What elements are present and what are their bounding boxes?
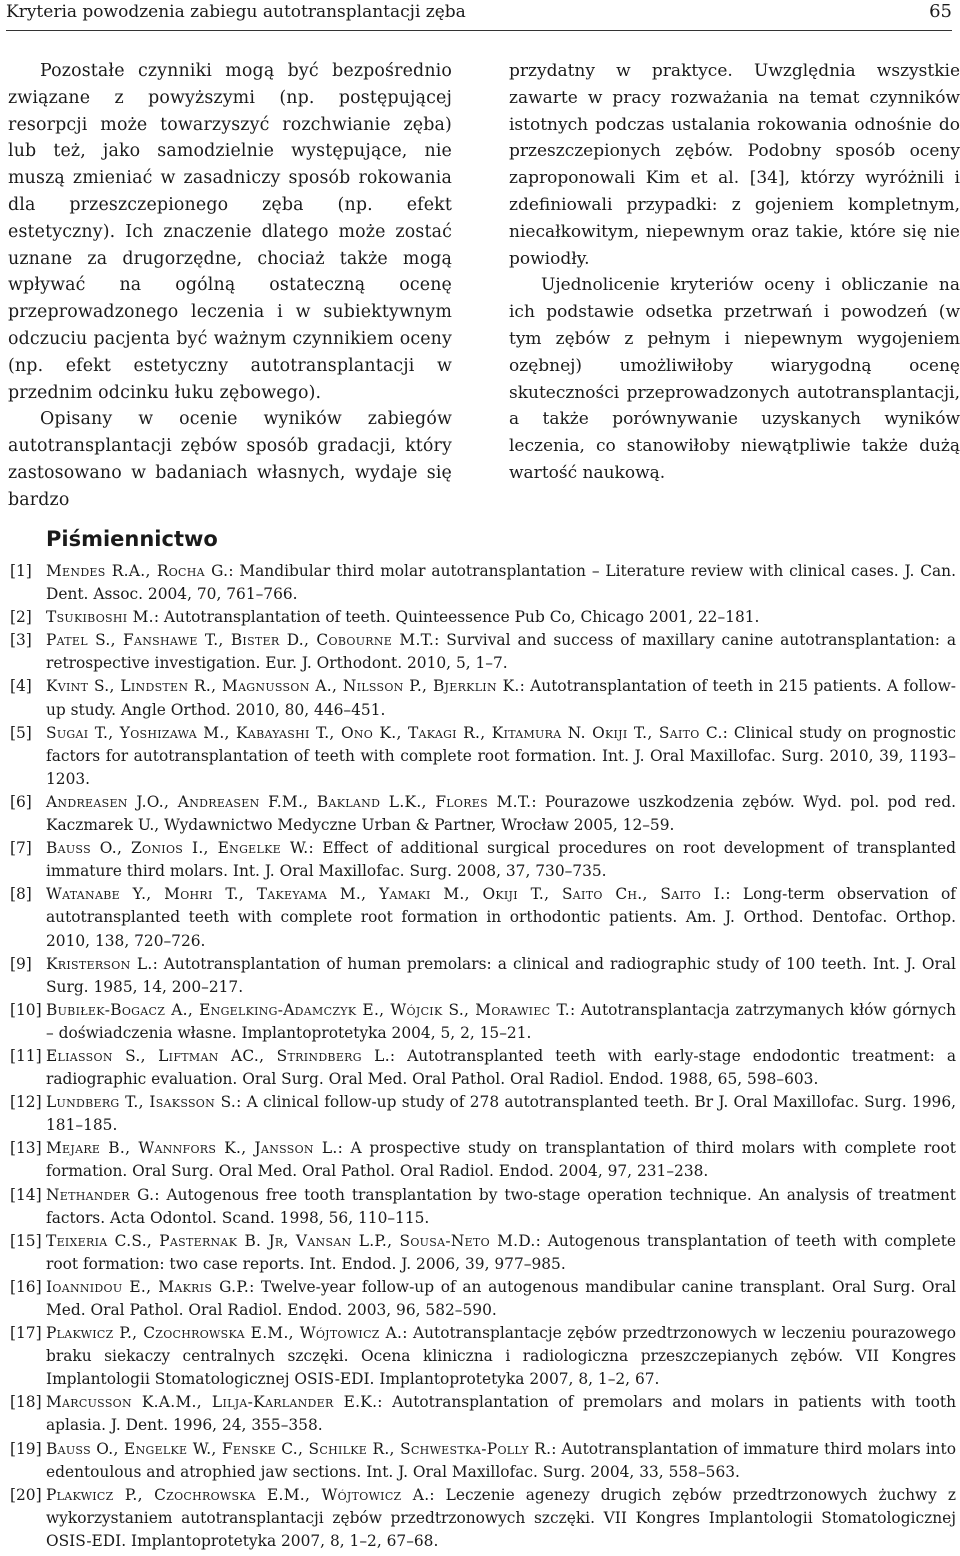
reference-number: [1] <box>10 562 32 580</box>
reference-text: : Survival and success of maxillary canine autotransplantation: a retrospective investigation. Eur. J. Orthodont. 2010, 5, 1–7. <box>46 631 956 673</box>
reference-text: : Clinical study on prognostic factors for autotransplantation of teeth with complete root formation. Int. J. Oral Maxillofac. Surg. 2010, 39, 1193–1203. <box>46 723 956 788</box>
reference-item <box>10 675 956 721</box>
reference-authors: Teixeria C.S., Pasternak B. Jr, Vansan L.P., Sousa-Neto M.D. <box>46 1231 536 1250</box>
reference-text: : Autotransplantation of human premolars: a clinical and radiographic study of 100 teeth. Int. J. Oral Surg. 1985, 14, 200–217. <box>46 954 956 996</box>
reference-text: : Autogenous free tooth transplantation by two-stage operation technique. An analysis of treatment factors. Acta Odontol. Scand. 1998, 56, 110–115. <box>46 1185 956 1227</box>
reference-item <box>10 560 956 606</box>
page-number: 65 <box>929 1 952 22</box>
reference-number: [14] <box>10 1185 42 1204</box>
reference-text: : Autotransplanted teeth with early-stage endodontic treatment: a radiographic evaluation. Oral Surg. Oral Med. Oral Pathol. Oral Radiol. Endod. 1988, 65, 598–603. <box>46 1046 956 1089</box>
reference-item <box>10 606 956 629</box>
right-column <box>509 58 960 487</box>
paragraph: Ujednolicenie kryteriów oceny i obliczanie na ich podstawie odsetka przetrwań i powodzeń (w tym zębów z pełnym i niepewnym wygojeniem ozębnej) umożliwiłoby wiarygodną ocenę skuteczności przeprowadzonych autotransplantacji, a także porównywanie uzyskanych wyników leczenia, co stanowiłoby niewątpliwie także dużą wartość naukową. <box>509 275 960 483</box>
reference-item <box>10 722 956 791</box>
running-header <box>6 0 952 31</box>
reference-number: [8] <box>10 885 32 904</box>
reference-authors: Watanabe Y., Mohri T., Takeyama M., Yamaki M., Okiji T., Saito Ch., Saito I. <box>46 885 726 904</box>
reference-number: [19] <box>10 1439 42 1458</box>
reference-item <box>10 1322 956 1391</box>
reference-item <box>10 1484 956 1553</box>
reference-number: [2] <box>10 608 32 627</box>
reference-text: : Long-term observation of autotransplanted teeth with complete root formation in orthodontic patients. Am. J. Orthod. Dentofac. Orthop. 2010, 138, 720–726. <box>46 885 956 950</box>
reference-text: : Autotransplantation of teeth. Quinteessence Pub Co, Chicago 2001, 22–181. <box>153 608 760 627</box>
reference-number: [4] <box>10 677 32 696</box>
paragraph-continuation: przydatny w praktyce. Uwzględnia wszystkie zawarte w pracy rozważania na temat czynników istotnych podczas ustalania rokowania odnośnie do przeszczepionych zębów. Podobny sposób oceny zaproponowali Kim et al. [34], którzy wyróżnili i zdefiniowali przypadki: z gojeniem kompletnym, niecałkowitym, niepewnym oraz takie, które się nie powiodły. <box>509 61 960 269</box>
reference-item <box>10 883 956 952</box>
reference-authors: Bauss O., Zonios I., Engelke W. <box>46 839 309 858</box>
reference-number: [16] <box>10 1277 42 1296</box>
paragraph: Pozostałe czynniki mogą być bezpośrednio związane z powyższymi (np. postępującej resorpcji może towarzyszyć rozchwianie zęba) lub też, jako samodzielnie występujące, nie muszą zmieniać w zasadniczy sposób rokowania dla przeszczepionego zęba (np. efekt estetyczny). Ich znaczenie dlatego może zostać uznane za drugorzędne, chociaż także mogą wpływać na ogólną ostateczną ocenę przeprowadzonego leczenia i w subiektywnym odczuciu pacjenta być ważnym czynnikiem oceny (np. efekt estetyczny autotransplantacji w przednim odcinku łuku zębowego). <box>8 61 452 403</box>
reference-number: [6] <box>10 792 32 811</box>
reference-authors: Lundberg T., Isaksson S. <box>46 1093 237 1112</box>
reference-authors: Ioannidou E., Makris G.P. <box>46 1277 250 1296</box>
reference-number: [5] <box>10 723 32 742</box>
reference-text: : Autogenous transplantation of teeth with complete root formation: two case reports. Int. Endod. J. 2006, 39, 977–985. <box>46 1231 956 1273</box>
reference-authors: Eliasson S., Liftman AC., Strindberg L. <box>46 1046 390 1065</box>
reference-item <box>10 1230 956 1276</box>
reference-item <box>10 999 956 1045</box>
reference-authors: Plakwicz P., Czochrowska E.M., Wójtowicz A. <box>46 1485 430 1504</box>
reference-number: [9] <box>10 954 32 973</box>
reference-authors: Kristerson L. <box>46 954 153 973</box>
reference-text: : Autotransplantation of premolars and molars in patients with tooth aplasia. J. Dent. 1996, 24, 355–358. <box>46 1393 956 1435</box>
reference-text: : A clinical follow-up study of 278 autotransplanted teeth. Br J. Oral Maxillofac. Surg. 1996, 181–185. <box>46 1093 957 1135</box>
reference-number: [12] <box>10 1093 42 1112</box>
left-column <box>8 58 452 514</box>
reference-number: [18] <box>10 1393 42 1412</box>
running-title: Kryteria powodzenia zabiegu autotransplantacji zęba <box>6 2 466 22</box>
reference-item <box>10 791 956 837</box>
reference-number: [10] <box>10 1000 42 1019</box>
reference-authors: Nethander G. <box>46 1185 155 1204</box>
reference-number: [20] <box>10 1485 42 1504</box>
reference-text: : Twelve-year follow-up of an autogenous mandibular canine transplant. Oral Surg. Oral Med. Oral Pathol. Oral Radiol. Endod. 2003, 96, 582–590. <box>46 1277 956 1319</box>
reference-authors: Marcusson K.A.M., Lilja-Karlander E.K. <box>46 1393 378 1412</box>
reference-number: [3] <box>10 631 32 650</box>
reference-text: : A prospective study on transplantation of third molars with complete root formation. Oral Surg. Oral Med. Oral Pathol. Oral Radiol. Endod. 2004, 97, 231–238. <box>46 1139 956 1181</box>
reference-text: : Mandibular third molar autotransplantation – Literature review with clinical cases. J. Can. Dent. Assoc. 2004, 70, 761–766. <box>46 562 956 604</box>
reference-number: [11] <box>10 1046 42 1065</box>
reference-text: : Autotransplantacje zębów przedtrzonowych w leczeniu pourazowego braku siekaczy centralnych szczęki. Ocena kliniczna i radiologiczna przeszczepianych zębów. VII Kongres Implantologii Stomatologicznej OSIS-EDI. Implantoprotetyka 2007, 8, 1–2, 67. <box>46 1324 956 1389</box>
reference-text: : Pourazowe uszkodzenia zębów. Wyd. pol. pod red. Kaczmarek U., Wydawnictwo Medyczne Urban & Partner, Wrocław 2005, 12–59. <box>46 792 956 835</box>
reference-item <box>10 953 956 999</box>
reference-item <box>10 1091 956 1137</box>
reference-list <box>10 560 956 1553</box>
references-heading: Piśmiennictwo <box>46 527 218 551</box>
reference-text: : Autotransplantation of teeth in 215 patients. A follow-up study. Angle Orthod. 2010, 80, 446–451. <box>46 677 956 719</box>
reference-authors: Bauss O., Engelke W., Fenske C., Schilke R., Schwestka-Polly R. <box>46 1439 552 1458</box>
reference-text: : Effect of additional surgical procedures on root development of transplanted immature third molars. Int. J. Oral Maxillofac. Surg. 2008, 37, 730–735. <box>46 839 956 881</box>
reference-number: [15] <box>10 1231 42 1250</box>
reference-authors: Andreasen J.O., Andreasen F.M., Bakland L.K., Flores M.T. <box>46 792 532 811</box>
reference-authors: Patel S., Fanshawe T., Bister D., Cobourne M.T. <box>46 631 435 650</box>
paragraph: Opisany w ocenie wyników zabiegów autotransplantacji zębów sposób gradacji, który zastosowano w badaniach własnych, wydaje się bardzo <box>8 409 452 510</box>
reference-item <box>10 629 956 675</box>
reference-authors: Tsukiboshi M. <box>46 608 154 627</box>
reference-item <box>10 1438 956 1484</box>
reference-item <box>10 1045 956 1091</box>
reference-authors: Plakwicz P., Czochrowska E.M., Wójtowicz A. <box>46 1324 403 1343</box>
reference-authors: Sugai T., Yoshizawa M., Kabayashi T., Ono K., Takagi R., Kitamura N. Okiji T., Saito C. <box>46 723 723 742</box>
reference-item <box>10 1391 956 1437</box>
reference-authors: Kvint S., Lindsten R., Magnusson A., Nilsson P., Bjerklin K. <box>46 677 520 696</box>
reference-authors: Mejare B., Wannfors K., Jansson L. <box>46 1139 338 1158</box>
reference-number: [17] <box>10 1324 42 1343</box>
reference-text: : Leczenie agenezy drugich zębów przedtrzonowych żuchwy z wykorzystaniem autotransplantacji zębów przedtrzonowych szczęki. VII Kongres Implantologii Stomatologicznej OSIS-EDI. Implantoprotetyka 2007, 8, 1–2, 67–68. <box>46 1485 956 1550</box>
reference-number: [13] <box>10 1139 42 1158</box>
reference-authors: Bubiłek-Bogacz A., Engelking-Adamczyk E., Wójcik S., Morawiec T. <box>46 1000 570 1019</box>
reference-authors: Mendes R.A., Rocha G. <box>46 562 229 580</box>
reference-text: : Autotransplantation of immature third molars into edentoulous and atrophied jaw sections. Int. J. Oral Maxillofac. Surg. 2004, 33, 558–563. <box>46 1439 957 1481</box>
reference-text: : Autotransplantacja zatrzymanych kłów górnych – doświadczenia własne. Implantoprotetyka 2004, 5, 2, 15–21. <box>46 1000 956 1042</box>
reference-item <box>10 1276 956 1322</box>
reference-item <box>10 837 956 883</box>
reference-item <box>10 1137 956 1183</box>
reference-item <box>10 1184 956 1230</box>
reference-number: [7] <box>10 839 32 858</box>
